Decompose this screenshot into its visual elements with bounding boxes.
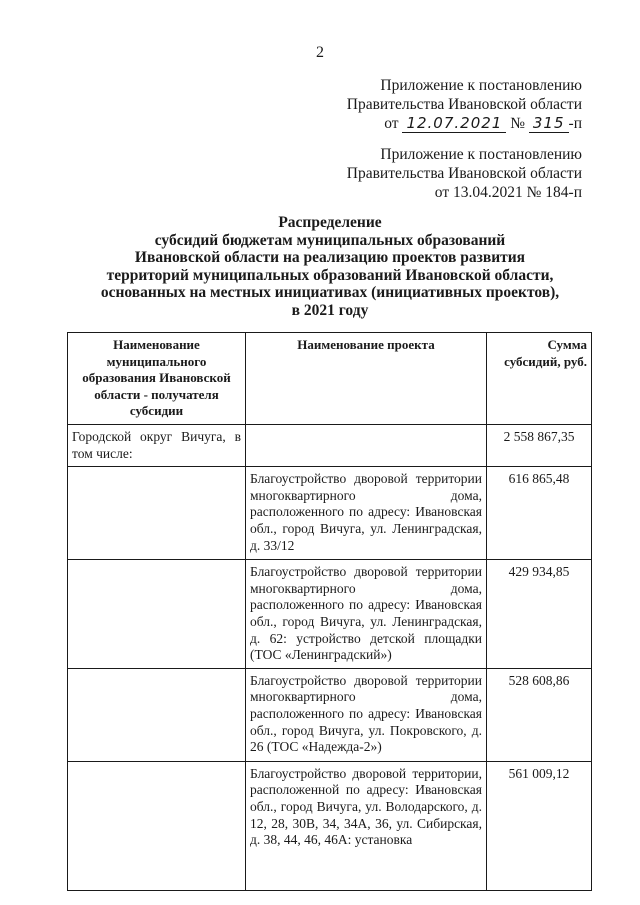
- document-title: [60, 214, 600, 319]
- title-line6: в 2021 году: [291, 301, 369, 319]
- table-row: [68, 761, 592, 890]
- table-row: [68, 467, 592, 560]
- number-suffix: -п: [568, 115, 582, 132]
- title-line4: территорий муниципальных образований Ивановской области,: [106, 266, 554, 284]
- appendix-current-line2: Правительства Ивановской области: [346, 96, 582, 113]
- appendix-original-line2: Правительства Ивановской области: [346, 165, 582, 182]
- title-line2: субсидий бюджетам муниципальных образований: [154, 231, 506, 249]
- table-row: [68, 424, 592, 466]
- title-line5: основанных на местных инициативах (инициативных проектов),: [100, 284, 560, 301]
- sum-cell: 528 608,86: [487, 668, 592, 761]
- municipality-cell: [68, 668, 246, 761]
- title-line3: Ивановской области на реализацию проектов развития: [134, 249, 526, 266]
- project-cell: [246, 424, 487, 466]
- municipality-cell: Городской округ Вичуга, в том числе:: [68, 424, 246, 466]
- header-sum: Сумма субсидий, руб.: [487, 333, 592, 425]
- appendix-original-line1: Приложение к постановлению: [380, 146, 582, 163]
- header-project: Наименование проекта: [246, 333, 487, 425]
- appendix-original-line3: от 13.04.2021 № 184-п: [434, 184, 582, 201]
- header-municipality: Наименование муниципального образования Ивановской области - получателя субсидии: [68, 333, 246, 425]
- number-prefix: №: [510, 115, 526, 132]
- page-number: 2: [316, 44, 324, 61]
- subsidy-distribution-table: [67, 332, 592, 891]
- table-header-row: [68, 333, 592, 425]
- handwritten-number: 315: [529, 114, 569, 133]
- appendix-original-block: [347, 145, 582, 202]
- title-line1: Распределение: [278, 214, 382, 231]
- sum-cell: 2 558 867,35: [487, 424, 592, 466]
- project-cell: Благоустройство дворовой территории многоквартирного дома, расположенного по адресу: Ивановская обл., город Вичуга, ул. Ленинградская, д. 62: устройство детской площадки (ТОС «Ленинградский»): [246, 560, 487, 669]
- municipality-cell: [68, 467, 246, 560]
- sum-cell: 561 009,12: [487, 761, 592, 890]
- handwritten-date: 12.07.2021: [402, 114, 506, 133]
- table-row: [68, 560, 592, 669]
- project-cell: Благоустройство дворовой территории многоквартирного дома, расположенного по адресу: Ивановская обл., город Вичуга, ул. Покровского, д. 26 (ТОС «Надежда-2»): [246, 668, 487, 761]
- project-cell: Благоустройство дворовой территории многоквартирного дома, расположенного по адресу: Ивановская обл., город Вичуга, ул. Ленинградская, д. 33/12: [246, 467, 487, 560]
- sum-cell: 429 934,85: [487, 560, 592, 669]
- appendix-current-line1: Приложение к постановлению: [380, 77, 582, 94]
- appendix-current-block: [347, 76, 582, 133]
- project-cell: Благоустройство дворовой территории, расположенной по адресу: Ивановская обл., город Вичуга, ул. Володарского, д. 12, 28, 30В, 34, 34А, 36, ул. Сибирская, д. 38, 44, 46, 46А: установка: [246, 761, 487, 890]
- sum-cell: 616 865,48: [487, 467, 592, 560]
- municipality-cell: [68, 761, 246, 890]
- municipality-cell: [68, 560, 246, 669]
- table-row: [68, 668, 592, 761]
- date-prefix: от: [384, 115, 399, 132]
- appendix-current-date-line: [347, 114, 582, 133]
